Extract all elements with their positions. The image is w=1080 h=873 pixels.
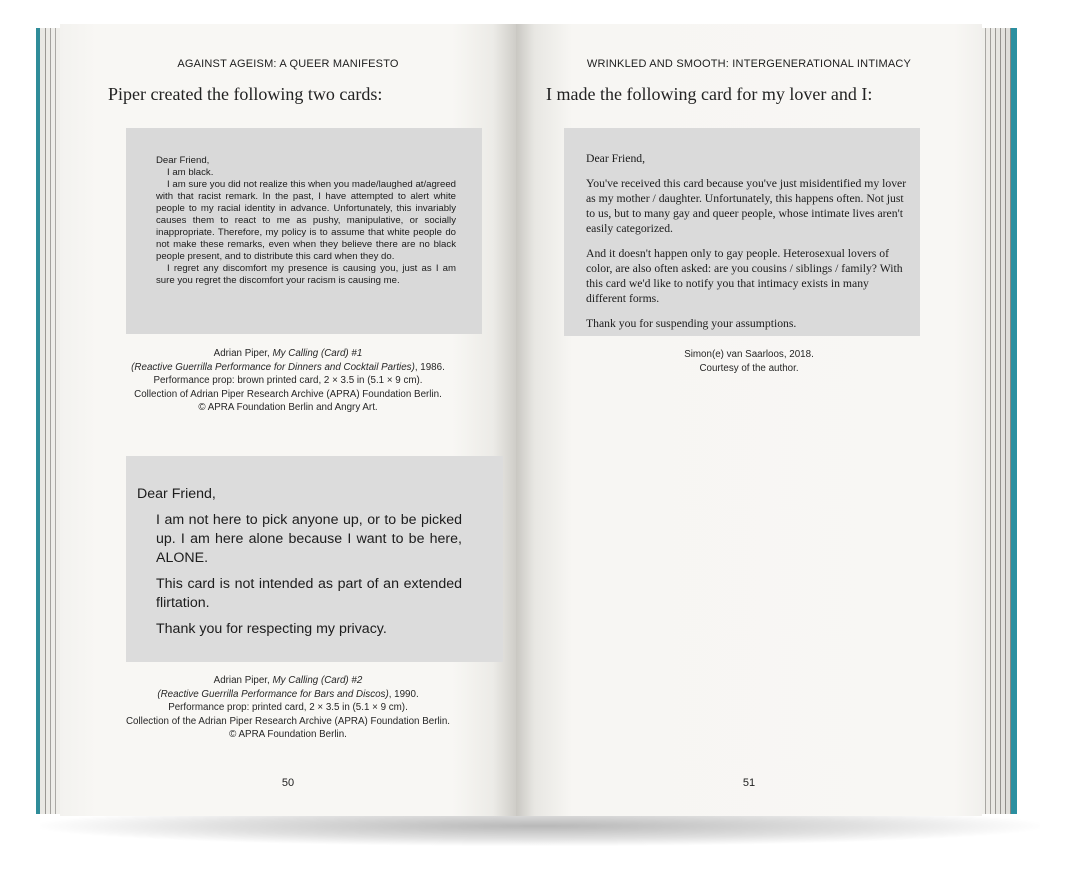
caption-card-3 — [516, 348, 982, 375]
caption2-author: Adrian Piper, — [213, 675, 273, 686]
left-page-number: 50 — [281, 777, 295, 789]
caption-card-2 — [60, 674, 516, 742]
card1-line1: I am black. — [167, 167, 214, 178]
caption1-author: Adrian Piper, — [213, 348, 273, 359]
caption2-line3: Performance prop: printed card, 2 × 3.5 in (5.1 × 9 cm). — [168, 702, 408, 713]
card3-paragraph3: Thank you for suspending your assumptions. — [586, 317, 797, 330]
caption2-line4: Collection of the Adrian Piper Research Archive (APRA) Foundation Berlin. — [125, 715, 450, 727]
card1-paragraph1: I am sure you did not realize this when you made/laughed at/agreed with that racist remark. In the past, I have attempted to alert white people to my racial identity in advance. Unfortunately, this invariably causes them to react to me as pushy, manipulative, or socially inappropriate. Therefore, my policy is to assume that white people do not make these remarks, even when they believe there are no black people present, and to distribute this card when they do. — [156, 179, 456, 262]
caption1-year: , 1986. — [414, 361, 445, 373]
right-intro-sentence: I made the following card for my lover and I: — [546, 84, 873, 104]
card2-paragraph1: I am not here to pick anyone up, or to be picked up. I am here alone because I want to be here, ALONE. — [156, 512, 462, 566]
card3-salutation: Dear Friend, — [586, 152, 646, 165]
card3-paragraph2: And it doesn't happen only to gay people. Heterosexual lovers of color, are also often asked: are you cousins / siblings / family? With this card we'd like to notify you that intimacy exists in many different forms. — [586, 247, 903, 305]
card1-salutation: Dear Friend, — [156, 155, 210, 166]
caption1-title: My Calling (Card) #1 — [272, 348, 363, 359]
caption3-line1: Simon(e) van Saarloos, 2018. — [684, 349, 814, 360]
caption3-line2: Courtesy of the author. — [699, 362, 799, 374]
left-running-head: AGAINST AGEISM: A QUEER MANIFESTO — [177, 58, 399, 70]
caption2-subtitle: (Reactive Guerrilla Performance for Bars and Discos) — [157, 688, 389, 700]
caption1-line4: Collection of Adrian Piper Research Archive (APRA) Foundation Berlin. — [134, 388, 442, 400]
caption1-subtitle: (Reactive Guerrilla Performance for Dinners and Cocktail Parties) — [131, 361, 415, 373]
caption1-line5: © APRA Foundation Berlin and Angry Art. — [198, 402, 378, 413]
card1-paragraph2: I regret any discomfort my presence is causing you, just as I am sure you regret the discomfort your racism is causing me. — [156, 263, 456, 286]
left-intro-sentence: Piper created the following two cards: — [108, 84, 383, 104]
right-running-head: WRINKLED AND SMOOTH: INTERGENERATIONAL INTIMACY — [586, 58, 912, 70]
open-book — [36, 24, 1026, 816]
calling-card-1 — [126, 128, 482, 334]
card2-paragraph2: This card is not intended as part of an extended flirtation. — [156, 576, 462, 611]
right-page-edges — [981, 28, 1026, 814]
caption1-line3: Performance prop: brown printed card, 2 × 3.5 in (5.1 × 9 cm). — [153, 375, 423, 386]
left-page — [60, 24, 516, 816]
calling-card-3 — [564, 128, 920, 336]
caption-card-1 — [60, 347, 516, 415]
right-page-number: 51 — [742, 777, 756, 789]
calling-card-2 — [126, 456, 503, 662]
card2-salutation: Dear Friend, — [137, 486, 216, 502]
caption2-year: , 1990. — [388, 688, 419, 700]
card3-paragraph1: You've received this card because you've just misidentified my lover as my mother / daughter. Unfortunately, this happens often. Not just to us, but to many gay and queer people, whose intimate lives aren't easily categorized. — [586, 177, 907, 235]
caption2-line5: © APRA Foundation Berlin. — [229, 729, 347, 740]
right-page — [516, 24, 982, 816]
caption2-title: My Calling (Card) #2 — [272, 675, 363, 686]
card2-paragraph3: Thank you for respecting my privacy. — [156, 621, 387, 637]
